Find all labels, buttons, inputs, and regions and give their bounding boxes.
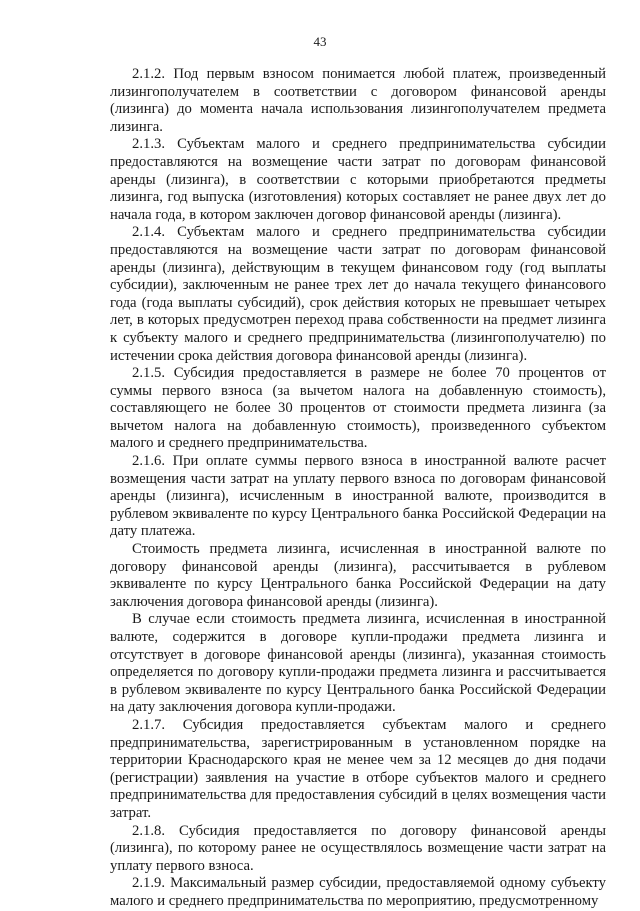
paragraph-2-1-3: 2.1.3. Субъектам малого и среднего предпринимательства субсидии предоставляются на возмещение части затрат по договорам финансовой аренды (лизинга), в соответствии с которыми приобретаются предметы лизинга, год выпуска (изготовления) которых составляет не ранее двух лет до начала года, в котором заключен договор финансовой аренды (лизинга). <box>110 136 606 223</box>
paragraph-2-1-4: 2.1.4. Субъектам малого и среднего предпринимательства субсидии предоставляются на возмещение части затрат по договорам финансовой аренды (лизинга), действующим в текущем финансовом году (год выплаты субсидии), заключенным не ранее трех лет до начала текущего финансового года (года выплаты субсидий), срок действия которых не превышает четырех лет, в которых предусмотрен переход права собственности на предмет лизинга к субъекту малого и среднего предпринимательства (лизингополучателю) по истечении срока действия договора финансовой аренды (лизинга). <box>110 224 606 364</box>
paragraph-leasing-cost: Стоимость предмета лизинга, исчисленная в иностранной валюте по договору финансовой аренды (лизинга), рассчитывается в рублевом эквиваленте по курсу Центрального банка Российской Федерации на дату заключения договора финансовой аренды (лизинга). <box>110 541 606 610</box>
paragraph-2-1-7: 2.1.7. Субсидия предоставляется субъектам малого и среднего предпринимательства, зарегистрированным в установленном порядке на территории Краснодарского края не менее чем за 12 месяцев до дня подачи (регистрации) заявления на участие в отборе субъектов малого и среднего предпринимательства для предоставления субсидий в целях возмещения части затрат. <box>110 716 606 821</box>
page-number: 43 <box>313 34 327 49</box>
paragraph-2-1-2: 2.1.2. Под первым взносом понимается любой платеж, произведенный лизингополучателем в соответствии с договором финансовой аренды (лизинга) до момента начала использования лизингополучателем предмета лизинга. <box>110 66 606 135</box>
paragraph-2-1-5: 2.1.5. Субсидия предоставляется в размере не более 70 процентов от суммы первого взноса (за вычетом налога на добавленную стоимость), составляющего не более 30 процентов от стоимости предмета лизинга (за вычетом налога на добавленную стоимость), произведенного субъектом малого и среднего предпринимательства. <box>110 365 606 452</box>
paragraph-2-1-9: 2.1.9. Максимальный размер субсидии, предоставляемой одному субъекту малого и среднего предпринимательства по мероприятию, предусмотренному <box>110 875 606 909</box>
paragraph-purchase-contract: В случае если стоимость предмета лизинга, исчисленная в иностранной валюте, содержится в договоре купли-продажи предмета лизинга и отсутствует в договоре финансовой аренды (лизинга), указанная стоимость определяется по договору купли-продажи предмета лизинга и рассчитывается в рублевом эквиваленте по курсу Центрального банка Российской Федерации на дату заключения договора купли-продажи. <box>110 611 606 716</box>
text-body <box>110 66 606 911</box>
paragraph-2-1-6: 2.1.6. При оплате суммы первого взноса в иностранной валюте расчет возмещения части затрат на уплату первого взноса по договорам финансовой аренды (лизинга), исчисленным в иностранной валюте, производится в рублевом эквиваленте по курсу Центрального банка Российской Федерации на дату платежа. <box>110 453 606 540</box>
paragraph-2-1-8: 2.1.8. Субсидия предоставляется по договору финансовой аренды (лизинга), по которому ранее не осуществлялось возмещение части затрат на уплату первого взноса. <box>110 822 606 874</box>
